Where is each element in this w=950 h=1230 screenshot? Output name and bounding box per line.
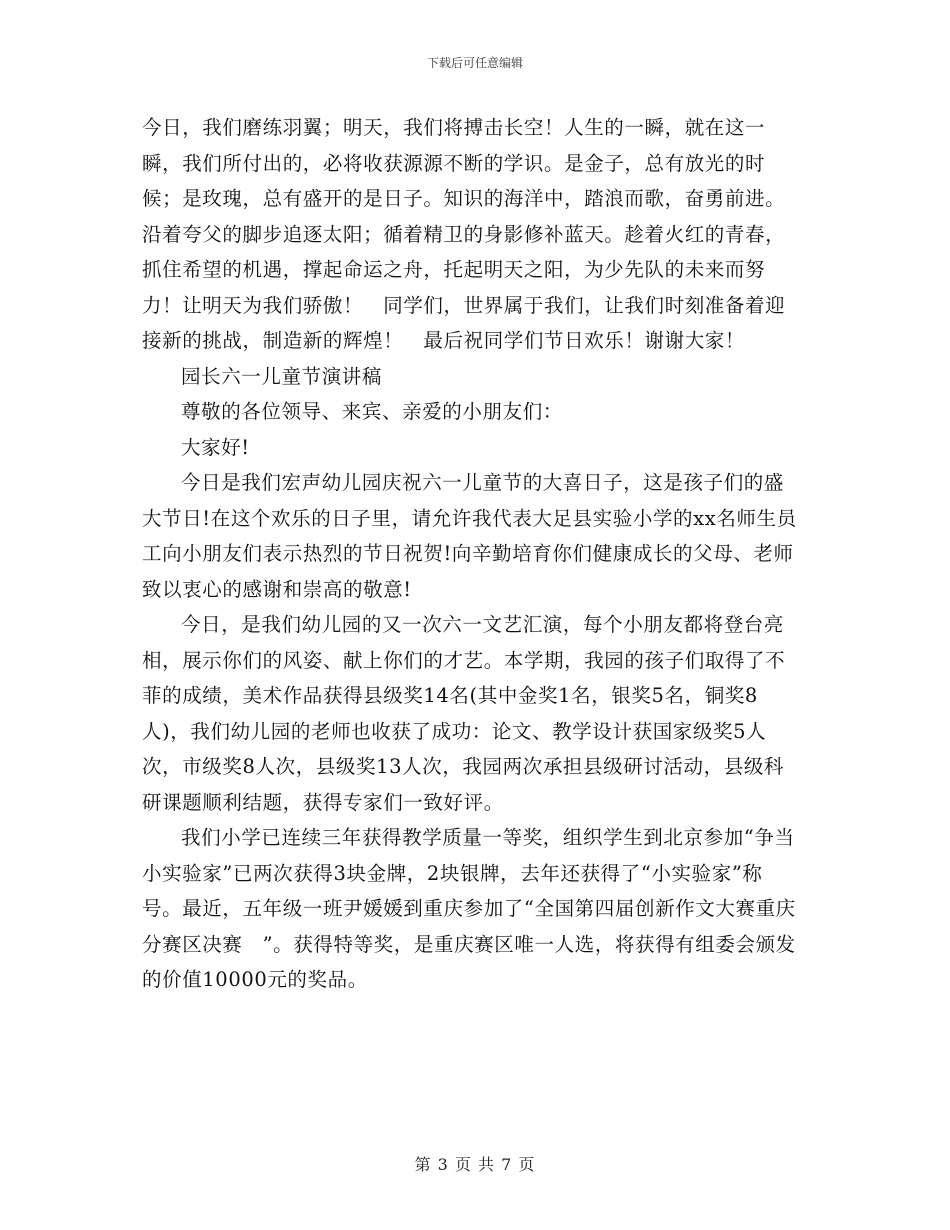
- document-body: [142, 110, 802, 998]
- paragraph-achievements: 今日，是我们幼儿园的又一次六一文艺汇演，每个小朋友都将登台亮相，展示你们的风姿、献上你们的才艺。本学期，我园的孩子们取得了不菲的成绩，美术作品获得县级奖14名(其中金奖1名，银奖5名，铜奖8人)，我们幼儿园的老师也收获了成功：论文、教学设计获国家级奖5人次，市级奖8人次，县级奖13人次，我园两次承担县级研讨活动，县级科研课题顺利结题，获得专家们一致好评。: [142, 613, 786, 814]
- greeting: 大家好!: [181, 435, 250, 459]
- paragraph-school-awards: 我们小学已连续三年获得教学质量一等奖，组织学生到北京参加“争当小实验家”已两次获得3块金牌，2块银牌，去年还获得了“小实验家”称号。最近，五年级一班尹媛媛到重庆参加了“全国第四届创新作文大赛重庆分赛区决赛 ”。获得特等奖，是重庆赛区唯一人选，将获得有组委会颁发的价值10000元的奖品。: [142, 826, 796, 991]
- page-number: 第 3 页 共 7 页: [414, 1155, 536, 1174]
- paragraph-closing: 今日，我们磨练羽翼；明天，我们将搏击长空！人生的一瞬，就在这一瞬，我们所付出的，必将收获源源不断的学识。是金子，总有放光的时候；是玫瑰，总有盛开的是日子。知识的海洋中，踏浪而歌，奋勇前进。沿着夸父的脚步追逐太阳；循着精卫的身影修补蓝天。趁着火红的青春，抓住希望的机遇，撑起命运之舟，托起明天之阳，为少先队的未来而努力！让明天为我们骄傲！ 同学们，世界属于我们，让我们时刻准备着迎接新的挑战，制造新的辉煌！ 最后祝同学们节日欢乐！谢谢大家！: [142, 116, 786, 352]
- page-header: 下载后可任意编辑: [426, 56, 523, 70]
- speech-title: 园长六一儿童节演讲稿: [181, 364, 383, 388]
- paragraph-celebration: 今日是我们宏声幼儿园庆祝六一儿童节的大喜日子，这是孩子们的盛大节日!在这个欢乐的日子里，请允许我代表大足县实验小学的xx名师生员工向小朋友们表示热烈的节日祝贺!向辛勤培育你们健康成长的父母、老师致以衷心的感谢和崇高的敬意!: [142, 471, 797, 601]
- salutation: 尊敬的各位领导、来宾、亲爱的小朋友们：: [181, 400, 563, 423]
